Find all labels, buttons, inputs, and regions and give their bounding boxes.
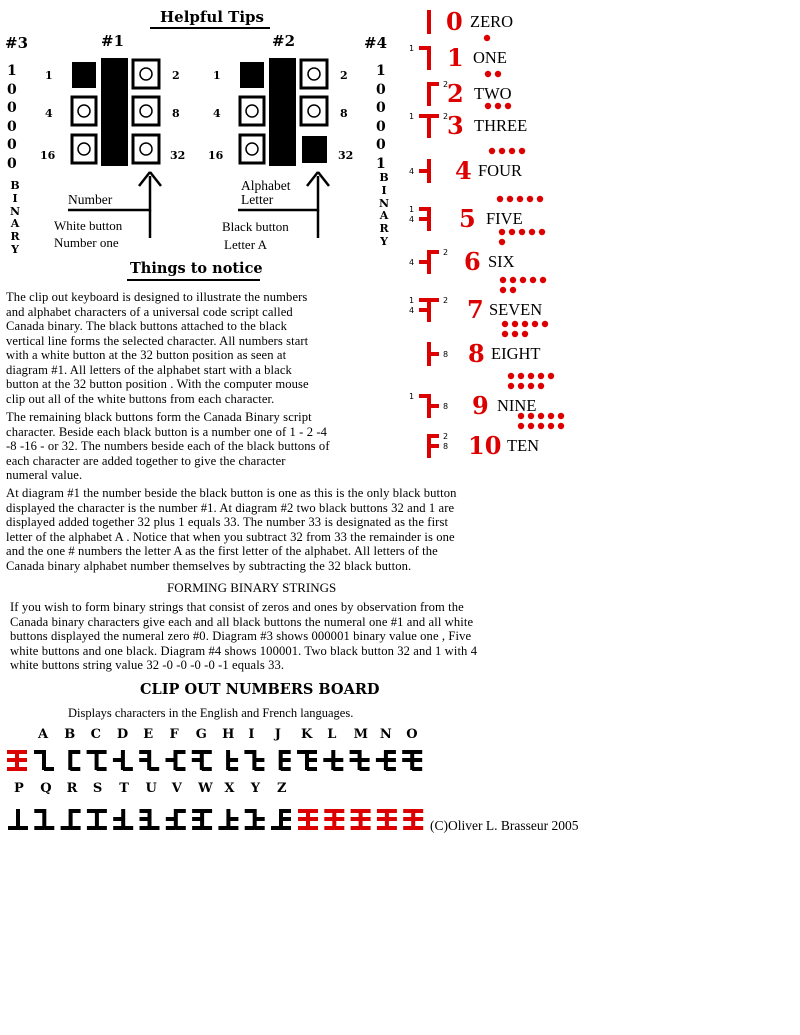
alphabet-row-2 [0, 781, 440, 801]
binary-letter: A [10, 217, 20, 231]
alphabet-letter: A [38, 727, 49, 742]
alphabet-letter: F [169, 727, 179, 742]
number-digit: 6 [464, 247, 481, 276]
number-digit: 3 [447, 111, 464, 140]
binary-letter: A [379, 209, 389, 223]
number-word: SIX [488, 252, 515, 271]
binary-digit: 1 [7, 63, 17, 79]
number-word: ONE [473, 48, 507, 67]
alphabet-glyphs-row-2 [0, 805, 440, 835]
glyph-mark: 4 [409, 306, 415, 315]
number-digit: 1 [447, 43, 464, 72]
alphabet-letter: S [92, 781, 103, 796]
alphabet-letter: Y [250, 781, 260, 796]
alphabet-letter: V [171, 781, 182, 796]
clip-heading: CLIP OUT NUMBERS BOARD [140, 681, 380, 698]
alphabet-letter: H [222, 727, 235, 742]
caption-number: Number [68, 192, 113, 207]
button-value: 8 [340, 107, 348, 120]
binary-letter: I [381, 183, 387, 197]
text-line: Canada binary characters give each and all black buttons the numeral one #1 and all white [10, 614, 474, 629]
things-heading: Things to notice [130, 260, 263, 277]
glyph-mark: 2 [443, 432, 449, 441]
binary-letter: R [10, 230, 20, 244]
alphabet-letter: C [90, 727, 101, 742]
number-word: NINE [497, 396, 537, 415]
binary-letter: B [10, 179, 20, 192]
binary-letter: I [12, 191, 18, 205]
letter-glyph [218, 809, 238, 829]
number-digit: 10 [468, 431, 502, 460]
number-word: EIGHT [491, 344, 541, 363]
number-word: THREE [474, 116, 528, 135]
text-line: The remaining black buttons form the Canada Binary script [6, 410, 312, 424]
letter-glyph [140, 809, 160, 829]
text-line: numeral value. [6, 468, 83, 482]
page-title: Helpful Tips [160, 8, 264, 26]
number-digit: 7 [467, 295, 484, 324]
text-line: letter of the alphabet A . Notice that when you subtract 32 from 33 the remainder is one [6, 529, 455, 544]
text-line: each character are added together to give the character [6, 453, 286, 468]
alphabet-letter: N [379, 727, 392, 742]
caption-letter: Letter [241, 192, 274, 207]
number-word: SEVEN [489, 300, 543, 319]
text-line: displayed the character is the number #1. At diagram #2 two black buttons 32 and 1 are [6, 500, 455, 515]
diagram-1-label: #1 [101, 32, 125, 50]
alphabet-letter: W [198, 781, 213, 796]
glyph-mark: 1 [409, 392, 415, 401]
number-word: TWO [474, 84, 512, 103]
letter-glyph [70, 750, 80, 770]
binary-digit: 0 [376, 81, 386, 98]
binary-digit: 0 [7, 100, 17, 116]
letter-glyph [113, 809, 133, 829]
text-line: displayed added together 32 plus 1 equals 33. The number 33 is designated as the first [6, 515, 449, 529]
glyph-mark: 4 [409, 258, 415, 267]
diagram-4-label: #4 [364, 34, 388, 52]
alphabet-letter: B [64, 727, 76, 742]
forming-heading: FORMING BINARY STRINGS [167, 580, 337, 595]
number-digit: 9 [472, 391, 489, 420]
binary-letter: Y [11, 242, 19, 256]
text-line: diagram #1. All letters of the alphabet start with a black [6, 362, 292, 377]
text-line: vertical line forms the selected character. All numbers start [6, 333, 309, 348]
button-value: 2 [172, 69, 180, 82]
letter-glyph [87, 750, 107, 770]
letter-glyph [34, 809, 54, 829]
text-line: and alphabet characters of a universal code script called [6, 304, 293, 319]
button-value: 1 [213, 69, 221, 82]
binary-digit: 0 [7, 137, 17, 153]
alphabet-letter: E [143, 727, 154, 742]
letter-glyph [298, 809, 318, 829]
paragraph-binary-strings [10, 600, 477, 673]
letter-glyph [402, 750, 422, 770]
binary-letter: N [379, 196, 390, 210]
button-value: 8 [172, 107, 180, 120]
letter-glyph [281, 750, 291, 770]
number-digit: 8 [468, 339, 485, 368]
letter-glyph [113, 750, 133, 770]
button-value: 4 [45, 107, 53, 120]
glyph-mark: 2 [443, 248, 449, 257]
letter-glyph [377, 809, 397, 829]
caption-white-button: White button [54, 218, 123, 233]
binary-digit: 1 [376, 155, 386, 172]
button-value: 1 [45, 69, 53, 82]
glyph-mark: 8 [443, 442, 449, 451]
button-value: 16 [208, 149, 224, 162]
alphabet-letter: Q [40, 781, 52, 796]
binary-digit: 0 [7, 155, 17, 172]
diagram-3-label: #3 [5, 34, 29, 52]
letter-glyph [7, 750, 27, 770]
letter-glyph [403, 809, 423, 829]
alphabet-row-1 [0, 727, 440, 747]
text-line: The clip out keyboard is designed to illustrate the numbers [6, 290, 308, 304]
binary-digit: 1 [376, 63, 386, 79]
text-line: Canada binary. The black buttons attached to the black [6, 319, 287, 333]
alphabet-letter: J [274, 727, 281, 742]
text-line: white buttons string value 32 -0 -0 -0 -0 -1 equals 33. [10, 658, 285, 672]
caption-black-button: Black button [222, 219, 289, 234]
letter-glyph [245, 809, 265, 829]
alphabet-letter: I [248, 727, 255, 742]
alphabet-letter: X [224, 781, 235, 796]
text-line: with a white button at the 32 button position as seen at [6, 348, 287, 362]
letter-glyph [166, 750, 186, 770]
alphabet-letter: L [327, 727, 337, 742]
binary-digit: 0 [376, 118, 386, 135]
caption-letter-a: Letter A [224, 237, 267, 252]
button-value: 16 [40, 149, 56, 162]
text-line: Canada binary alphabet number themselves by subtracting the 32 black button. [6, 558, 412, 573]
caption-number-one: Number one [54, 235, 119, 250]
glyph-mark: 4 [409, 215, 415, 224]
caption-alphabet: Alphabet [241, 178, 291, 193]
glyph-mark: 4 [409, 167, 415, 176]
letter-glyph [244, 750, 264, 770]
paragraph-diagram-explain [6, 486, 457, 573]
clip-subheading: Displays characters in the English and French languages. [68, 706, 354, 720]
number-digit: 2 [447, 79, 464, 108]
binary-digit: 0 [376, 100, 386, 116]
alphabet-letter: K [301, 727, 313, 742]
letter-glyph [350, 750, 370, 770]
glyph-mark: 1 [409, 44, 415, 53]
glyph-mark: 2 [443, 80, 449, 89]
alphabet-letter: Z [277, 781, 287, 796]
binary-letter: N [10, 204, 21, 218]
text-line: At diagram #1 the number beside the black button is one as this is the only black button [6, 486, 457, 500]
text-line: button at the 32 button position . With the computer mouse [6, 377, 309, 391]
number-word: FOUR [478, 161, 523, 180]
glyph-mark: 1 [409, 112, 415, 121]
alphabet-letter: P [14, 781, 24, 796]
binary-letter: R [379, 222, 389, 236]
number-word: FIVE [486, 209, 523, 228]
letter-glyph [324, 809, 344, 829]
glyph-mark: 2 [443, 112, 449, 121]
letter-glyph [61, 809, 81, 829]
alphabet-letter: M [353, 727, 368, 742]
text-line: white buttons and one black. Diagram #4 shows 100001. Two black button 32 and 1 with 4 [10, 643, 478, 658]
glyph-mark: 1 [409, 205, 415, 214]
alphabet-letter: G [195, 727, 207, 742]
alphabet-letter: D [116, 727, 129, 742]
number-digit: 4 [455, 156, 472, 185]
button-value: 32 [170, 149, 186, 162]
text-line: character. Beside each black button is a number one of 1 - 2 -4 [6, 424, 328, 439]
letter-glyph [34, 750, 54, 770]
binary-digit: 0 [376, 137, 386, 153]
numbers-list [0, 0, 800, 470]
glyph-mark: 8 [443, 350, 449, 359]
button-value: 4 [213, 107, 221, 120]
text-line: If you wish to form binary strings that consist of zeros and ones by observation from the [10, 600, 464, 614]
glyph-mark: 2 [443, 296, 449, 305]
letter-glyph [166, 809, 186, 829]
alphabet-letter: T [119, 781, 129, 796]
number-digit: 0 [446, 7, 463, 36]
button-value: 32 [338, 149, 354, 162]
letter-glyph [351, 809, 371, 829]
diagram-2-label: #2 [272, 32, 296, 50]
letter-glyph [323, 750, 343, 770]
letter-glyph [87, 809, 107, 829]
button-value: 2 [340, 69, 348, 82]
number-word: ZERO [470, 12, 514, 31]
copyright: (C)Oliver L. Brasseur 2005 [430, 818, 579, 833]
binary-digit: 0 [7, 81, 17, 98]
number-digit: 5 [459, 204, 476, 233]
letter-glyph [8, 809, 28, 829]
alphabet-letter: R [66, 781, 78, 796]
binary-letter: B [379, 171, 389, 184]
text-line: clip out all of the white buttons from each character. [6, 391, 275, 406]
letter-glyph [139, 750, 159, 770]
glyph-mark: 8 [443, 402, 449, 411]
alphabet-glyphs-row-1 [0, 746, 440, 776]
binary-letter: Y [380, 234, 388, 248]
alphabet-letter: U [145, 781, 157, 796]
letter-glyph [192, 750, 212, 770]
letter-glyph [271, 809, 291, 829]
glyph-mark: 1 [409, 296, 415, 305]
letter-glyph [376, 750, 396, 770]
text-line: buttons displayed the numeral zero #0. Diagram #3 shows 000001 binary value one , Five [10, 629, 472, 643]
alphabet-letter: O [406, 727, 418, 742]
text-line: and the one # numbers the letter A as the first letter of the alphabet. All letters of the [6, 544, 438, 558]
letter-glyph [297, 750, 317, 770]
number-word: TEN [507, 436, 540, 455]
letter-glyph [228, 750, 238, 770]
letter-glyph [192, 809, 212, 829]
binary-digit: 0 [7, 118, 17, 135]
text-line: -8 -16 - or 32. The numbers beside each of the black buttons of [6, 439, 330, 453]
